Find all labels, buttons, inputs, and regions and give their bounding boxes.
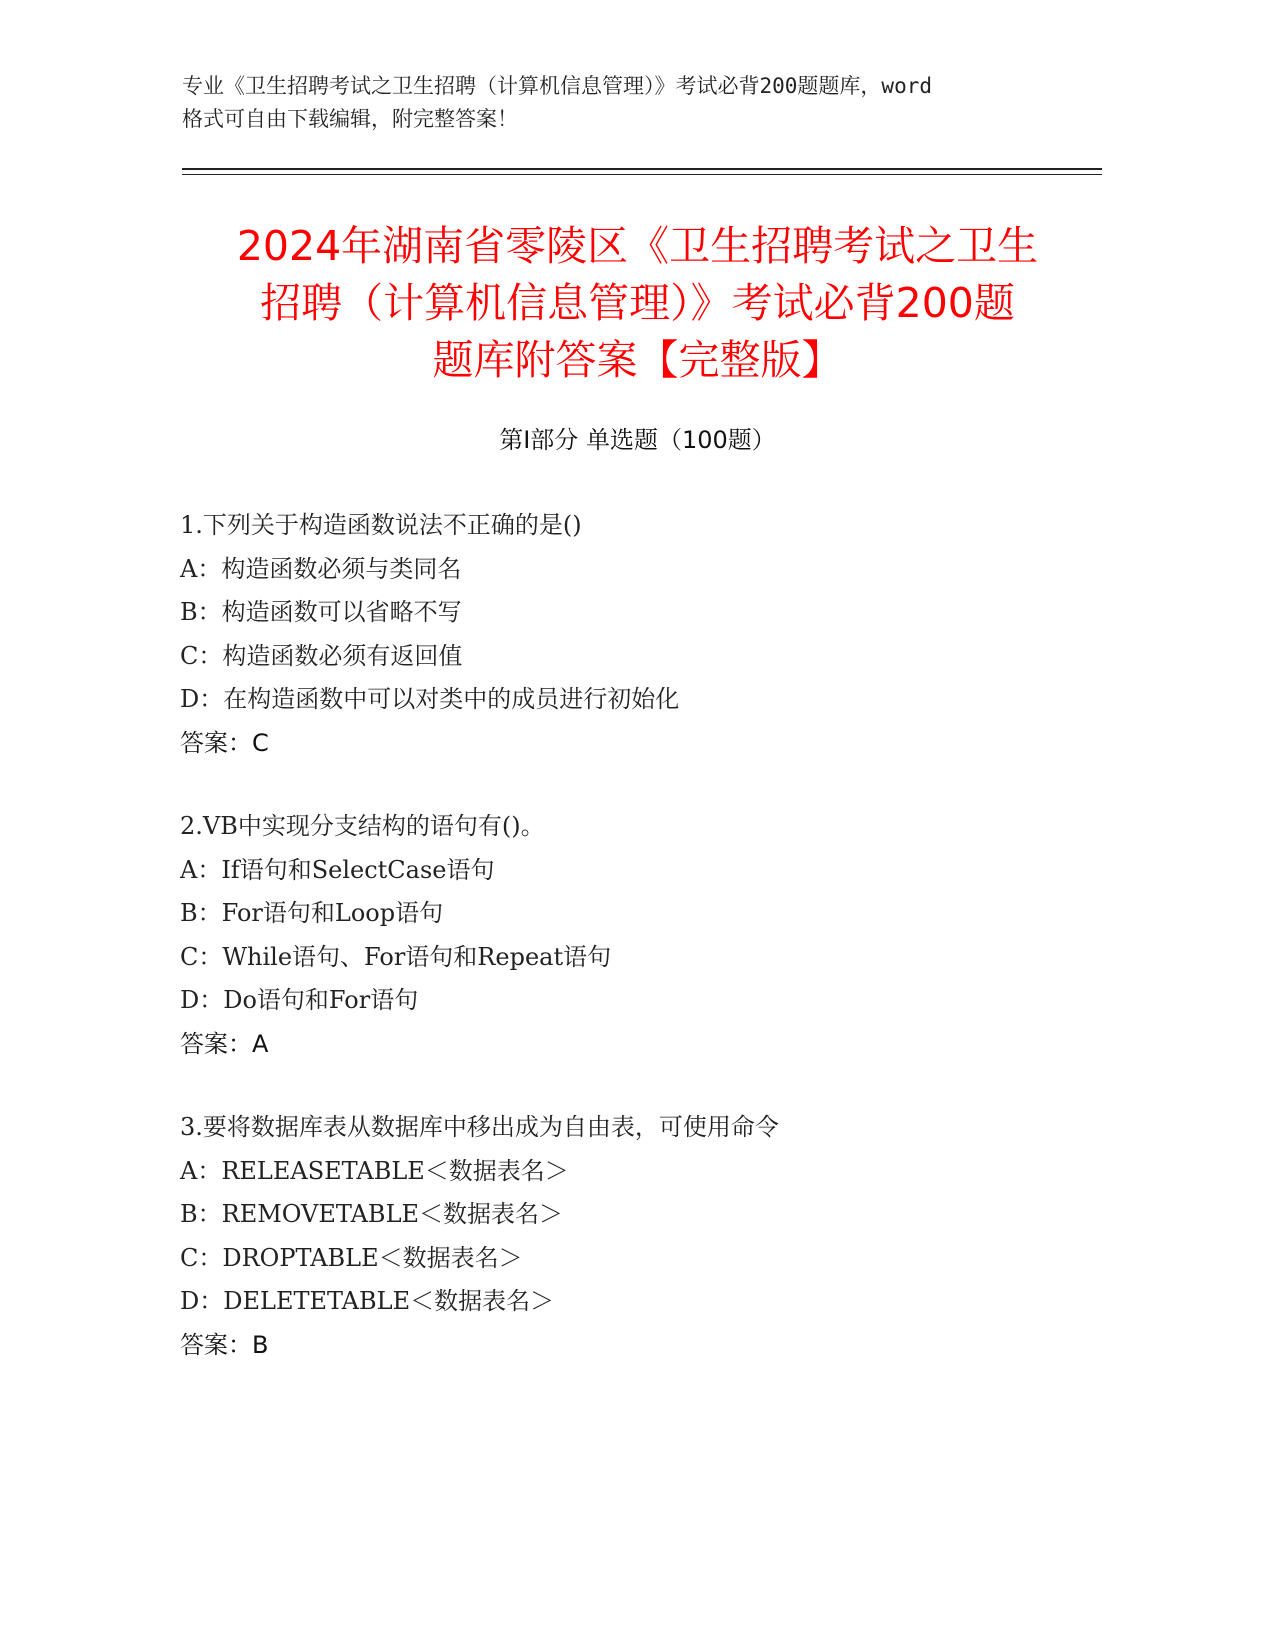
question-item: [180, 1106, 1140, 1367]
header-note-line: 格式可自由下载编辑，附完整答案！: [182, 107, 518, 131]
option-b: B：REMOVETABLE＜数据表名＞: [180, 1200, 564, 1228]
option-d: D：在构造函数中可以对类中的成员进行初始化: [180, 685, 680, 713]
question-stem: 3.要将数据库表从数据库中移出成为自由表，可使用命令: [180, 1113, 779, 1141]
question-stem: 1.下列关于构造函数说法不正确的是(): [180, 511, 582, 539]
header-note: [182, 70, 1062, 136]
question-stem: 2.VB中实现分支结构的语句有()。: [180, 812, 545, 840]
question-item: [180, 504, 1140, 765]
option-d: D：DELETETABLE＜数据表名＞: [180, 1287, 555, 1315]
option-a: A：RELEASETABLE＜数据表名＞: [180, 1156, 569, 1185]
answer-line: 答案：C: [180, 728, 269, 757]
header-divider-thin: [182, 174, 1102, 175]
title-line: 2024年湖南省零陵区《卫生招聘考试之卫生: [236, 222, 1039, 270]
question-list: [180, 504, 1140, 1407]
document-title: [160, 218, 1115, 389]
title-line: 题库附答案【完整版】: [432, 336, 843, 384]
option-d: D：Do语句和For语句: [180, 986, 419, 1014]
option-a: A：构造函数必须与类同名: [180, 554, 462, 583]
question-item: [180, 805, 1140, 1066]
option-a: A：If语句和SelectCase语句: [180, 855, 495, 884]
option-c: C：While语句、For语句和Repeat语句: [180, 942, 612, 971]
section-heading: 第Ⅰ部分 单选题（100题）: [499, 426, 776, 454]
option-b: B：For语句和Loop语句: [180, 899, 444, 927]
header-divider: [182, 168, 1102, 170]
header-note-line: 专业《卫生招聘考试之卫生招聘（计算机信息管理）》考试必背200题题库，word: [182, 74, 932, 98]
answer-line: 答案：B: [180, 1330, 269, 1359]
title-line: 招聘（计算机信息管理）》考试必背200题: [260, 279, 1015, 327]
option-b: B：构造函数可以省略不写: [180, 598, 462, 626]
option-c: C：构造函数必须有返回值: [180, 641, 463, 670]
option-c: C：DROPTABLE＜数据表名＞: [180, 1243, 523, 1272]
answer-line: 答案：A: [180, 1029, 269, 1058]
